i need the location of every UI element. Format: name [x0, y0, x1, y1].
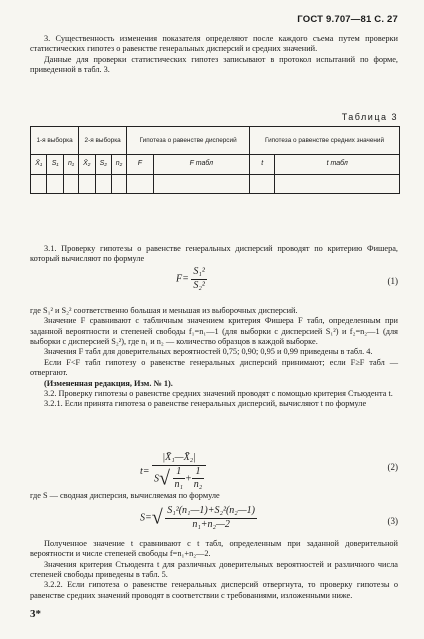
formula-2-inner-den-2: n₂: [193, 479, 203, 490]
table-col-n2: n₂: [111, 155, 126, 175]
page-header: ГОСТ 9.707—81 С. 27: [297, 14, 398, 25]
page-footer-mark: 3*: [30, 608, 41, 620]
amendment-note: (Измененная редакция, Изм. № 1).: [44, 378, 173, 388]
equation-number-1: (1): [387, 276, 398, 286]
table-col-x2: X̄₂: [79, 155, 95, 175]
paragraph-3-2-1a: где S — сводная дисперсия, вычисляемая по формуле: [30, 491, 220, 500]
table-col-t-table: t табл: [275, 155, 400, 175]
paragraph-3: 3. Существенность изменения показателя определяют после каждого съема путем проверки статистических гипотез о равенстве генеральных дисперсий и средних значений.: [30, 34, 398, 54]
table-col-f: F: [127, 155, 153, 175]
formula-2-inner-frac-2: [192, 466, 204, 492]
paragraph-3-1a: где S₁² и S₂² соответственно большая и меньшая из выборочных дисперсий.: [30, 306, 298, 315]
formula-1-lhs: F=: [176, 273, 189, 285]
paragraph-3-2-1b: Полученное значение t сравнивают с t табл, определенным при заданной доверительной вероятности и числе степеней свободы f=n₁+n₂—2.: [30, 539, 398, 559]
paragraph-3b: Данные для проверки статистических гипотез записывают в протокол испытаний по форме, приведенной в табл. 3.: [30, 54, 398, 75]
paragraph-3-1c: Значения F табл для доверительных вероятностей 0,75; 0,90; 0,95 и 0,99 приведены в табл. 4.: [44, 347, 373, 357]
section-3-1-body: [30, 306, 398, 410]
sqrt-sign: √: [151, 506, 163, 529]
sqrt-sign: √: [159, 467, 171, 489]
formula-3-numerator: S₁²(n₁—1)+S₂²(n₂—1): [165, 505, 257, 519]
table-cell: [79, 175, 95, 194]
table-col-n1: n₁: [63, 155, 78, 175]
paragraph-3-2-2: 3.2.2. Если гипотеза о равенстве генеральных дисперсий отвергнута, то проверку гипотезы о равенстве средних значений проводят в соответствии с требованиями, изложенными ниже.: [30, 580, 398, 600]
table-cell: [31, 175, 47, 194]
table-cell: [47, 175, 63, 194]
table-col-s2: S₂: [95, 155, 111, 175]
table-group-sample2: 2-я выборка: [79, 127, 127, 155]
section-3-2-text: [30, 539, 398, 601]
table-col-f-table: F табл: [153, 155, 249, 175]
paragraph-3-2-1: 3.2.1. Если принята гипотеза о равенстве генеральных дисперсий, вычисляют t по формуле: [44, 399, 367, 409]
paragraph-3-1b: Значение F сравнивают с табличным значением критерия Фишера F табл, определенным при заданной вероятности и степеней свободы f₁=n₁—1 (для выборки с дисперсией S₁²) и f₂=n₂—1 (для выборки с дисперсией S₂²), где n₁ и n₂ — количество образцов в каждой выборке.: [30, 316, 398, 347]
table-cell: [63, 175, 78, 194]
formula-1: [176, 266, 207, 292]
formula-2-inner-frac-1: [173, 466, 185, 492]
table-group-mean-hypothesis: Гипотеза о равенстве средних значений: [250, 127, 400, 155]
formula-3: [140, 505, 257, 531]
table-cell: [111, 175, 126, 194]
section-3-text: [30, 34, 398, 75]
formula-2-fraction: [152, 452, 206, 492]
formula-2-denominator: [152, 466, 206, 492]
formula-1-numerator: S₁²: [191, 266, 206, 280]
section-3-1-text: [30, 244, 398, 265]
paragraph-3-2: 3.2. Проверку гипотезы о равенстве средних значений проводят с помощью критерия Стьюдента t.: [44, 388, 393, 398]
formula-3-denominator: n₁+n₂—2: [192, 518, 230, 530]
formula-2-numerator: |X̄₁—X̄₂|: [152, 452, 206, 466]
table-caption: Таблица 3: [341, 112, 398, 122]
formula-2-s: S: [154, 472, 160, 484]
paragraph-3-1: 3.1. Проверку гипотезы о равенстве генеральных дисперсий проводят по критерию Фишера, который вычисляют по формуле: [30, 244, 398, 264]
table-cell: [127, 175, 153, 194]
table-cell: [153, 175, 249, 194]
section-3-2-1-where: [30, 491, 398, 501]
table-cell: [95, 175, 111, 194]
equation-number-2: (2): [387, 462, 398, 472]
table-col-s1: S₁: [47, 155, 63, 175]
table-col-t: t: [250, 155, 275, 175]
table-3: [30, 126, 400, 194]
equation-number-3: (3): [387, 516, 398, 526]
table-group-variance-hypothesis: Гипотеза о равенстве дисперсий: [127, 127, 250, 155]
paragraph-3-2-1c: Значения критерия Стьюдента t для различных доверительных вероятностей и различного числа степеней свободы приведены в табл. 5.: [30, 559, 398, 580]
formula-3-fraction: [165, 505, 257, 531]
formula-2-inner-num-2: 1: [192, 466, 204, 480]
formula-2: [140, 452, 206, 492]
table-cell: [250, 175, 275, 194]
table-cell: [275, 175, 400, 194]
table-group-sample1: 1-я выборка: [31, 127, 79, 155]
formula-1-denominator: S₂²: [193, 279, 205, 291]
formula-2-inner-den-1: n₁: [174, 479, 183, 490]
formula-2-plus: +: [185, 472, 192, 484]
formula-3-lhs: S=: [140, 512, 152, 524]
paragraph-3-1d: Если F<F табл гипотезу о равенстве генеральных дисперсий принимают; если F≥F табл — отвергают.: [30, 357, 398, 378]
table-col-x1: X̄₁: [31, 155, 47, 175]
formula-2-lhs: t=: [140, 466, 150, 478]
formula-2-inner-num-1: 1: [173, 466, 185, 480]
formula-1-fraction: [191, 266, 206, 292]
